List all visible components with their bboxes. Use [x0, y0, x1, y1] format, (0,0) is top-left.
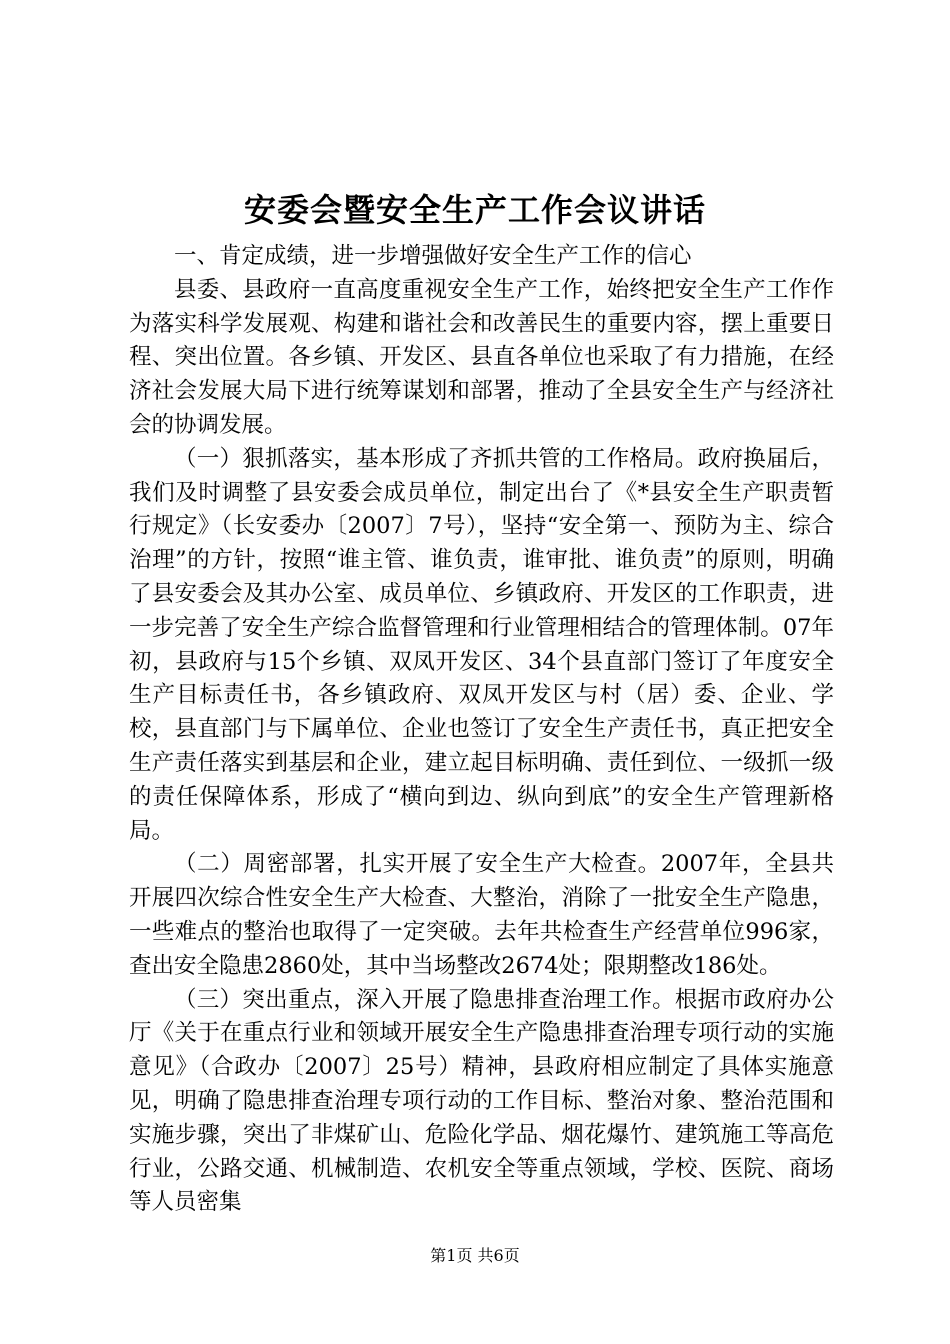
paragraph-intro: 县委、县政府一直高度重视安全生产工作，始终把安全生产工作作为落实科学发展观、构建和谐社会和改善民生的重要内容，摆上重要日程、突出位置。各乡镇、开发区、县直各单位也采取了有力措施，在经济社会发展大局下进行统筹谋划和部署，推动了全县安全生产与经济社会的协调发展。: [129, 276, 834, 438]
paragraph-item-1: （一）狠抓落实，基本形成了齐抓共管的工作格局。政府换届后，我们及时调整了县安委会成员单位，制定出台了《*县安全生产职责暂行规定》（长安委办〔2007〕7号），坚持“安全第一、预防为主、综合治理”的方针，按照“谁主管、谁负责，谁审批、谁负责”的原则，明确了县安委会及其办公室、成员单位、乡镇政府、开发区的工作职责，进一步完善了安全生产综合监督管理和行业管理相结合的管理体制。07年初，县政府与15个乡镇、双凤开发区、34个县直部门签订了年度安全生产目标责任书，各乡镇政府、双凤开发区与村（居）委、企业、学校，县直部门与下属单位、企业也签订了安全生产责任书，真正把安全生产责任落实到基层和企业，建立起目标明确、责任到位、一级抓一级的责任保障体系，形成了“横向到边、纵向到底”的安全生产管理新格局。: [129, 445, 834, 844]
paragraph-item-3: （三）突出重点，深入开展了隐患排查治理工作。根据市政府办公厅《关于在重点行业和领域开展安全生产隐患排查治理专项行动的实施意见》（合政办〔2007〕25号）精神，县政府相应制定了具体实施意见，明确了隐患排查治理专项行动的工作目标、整治对象、整治范围和实施步骤，突出了非煤矿山、危险化学品、烟花爆竹、建筑施工等高危行业，公路交通、机械制造、农机安全等重点领域，学校、医院、商场等人员密集: [129, 986, 834, 1216]
document-title: 安委会暨安全生产工作会议讲话: [243, 191, 706, 229]
document-body: [129, 240, 834, 1220]
paragraph-item-2: （二）周密部署，扎实开展了安全生产大检查。2007年，全县共开展四次综合性安全生产大检查、大整治，消除了一批安全生产隐患，一些难点的整治也取得了一定突破。去年共检查生产经营单位996家，查出安全隐患2860处，其中当场整改2674处；限期整改186处。: [129, 851, 834, 979]
page-number-footer: 第1页 共6页: [430, 1246, 520, 1265]
section-heading: 一、肯定成绩，进一步增强做好安全生产工作的信心: [174, 243, 692, 269]
